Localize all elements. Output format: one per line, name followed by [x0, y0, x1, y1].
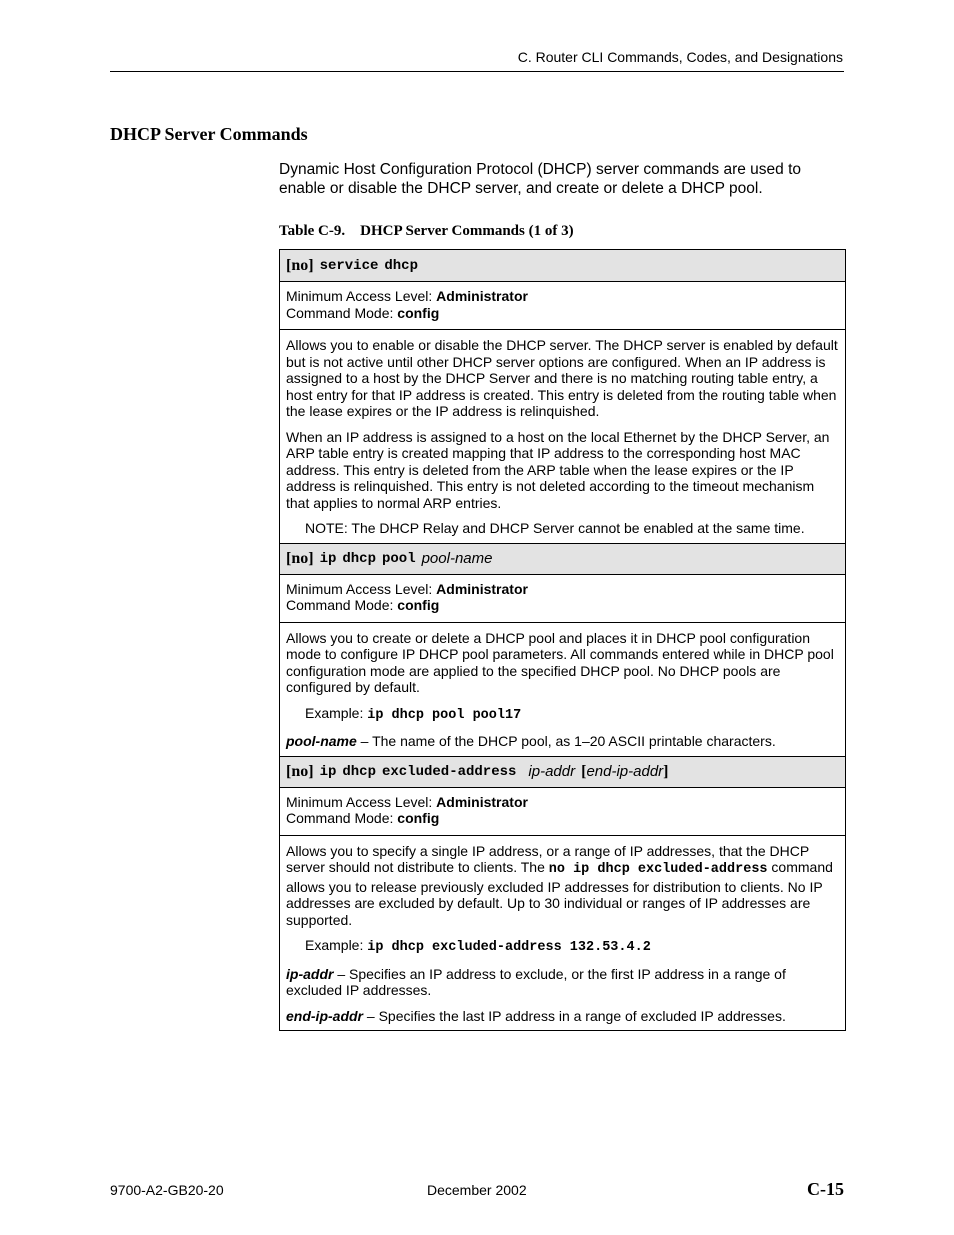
table-caption-number: Table C-9. [279, 223, 346, 239]
command-mode-line [286, 305, 839, 322]
parameter-text: – Specifies an IP address to exclude, or the first IP address in a range of excluded IP addresses. [286, 965, 786, 998]
cmd-keyword: ip [319, 550, 337, 567]
parameter-name: end-ip-addr [286, 1007, 363, 1024]
cmd-keyword: dhcp [384, 257, 418, 274]
access-level-value: Administrator [436, 793, 528, 810]
cmd-keyword: pool [381, 550, 416, 567]
access-level-value: Administrator [436, 288, 528, 304]
note: NOTE: The DHCP Relay and DHCP Server cannot be enabled at the same time. [305, 520, 805, 536]
access-row [280, 787, 845, 835]
access-row [280, 281, 845, 329]
description-paragraph [286, 843, 839, 929]
parameter-text: – The name of the DHCP pool, as 1–20 ASCII printable characters. [356, 733, 776, 749]
header-rule [110, 71, 844, 72]
description-row [280, 622, 845, 756]
running-header: C. Router CLI Commands, Codes, and Designations [517, 49, 843, 65]
no-prefix: [no] [286, 549, 314, 567]
access-row [280, 574, 845, 622]
table-caption-title: DHCP Server Commands (1 of 3) [360, 223, 574, 239]
command-mode-value: config [397, 304, 440, 321]
parameter-name: ip-addr [286, 965, 334, 982]
intro-paragraph: Dynamic Host Configuration Protocol (DHCP) server commands are used to enable or disable the DHCP server, and create or delete a DHCP pool. [279, 161, 802, 197]
no-prefix: [no] [286, 256, 314, 274]
footer-doc-id: 9700-A2-GB20-20 [110, 1182, 224, 1198]
access-level-line [286, 794, 839, 811]
parameter-text: – Specifies the last IP address in a range of excluded IP addresses. [363, 1007, 786, 1024]
access-label: Minimum Access Level: [286, 288, 437, 304]
footer-date: December 2002 [427, 1182, 527, 1198]
mode-label: Command Mode: [286, 304, 398, 321]
example-line [286, 705, 839, 725]
description-paragraph: Allows you to enable or disable the DHCP server. The DHCP server is enabled by default but is not active until other DHCP server options are configured. When an IP address is assigned to a host by the DHCP Server and there is no matching routing table entry, a host entry for that IP address is created. This entry is deleted from the routing table when the lease expires or the IP address is relinquished. [286, 337, 838, 419]
table-caption [279, 223, 574, 240]
page-number: C-15 [807, 1179, 844, 1199]
access-level-value: Administrator [436, 580, 528, 597]
parameter-description [286, 733, 839, 750]
cmd-keyword: service [319, 257, 379, 274]
example-line [286, 937, 839, 957]
command-mode-line [286, 597, 839, 614]
cmd-keyword: dhcp [342, 550, 376, 567]
cmd-keyword: excluded-address [381, 763, 517, 780]
mode-label: Command Mode: [286, 810, 398, 826]
no-prefix: [no] [286, 762, 314, 780]
description-text: command allows you to release previously excluded IP addresses for distribution to clients. No IP addresses are excluded by default. Up to 30 individual or ranges of IP addresses are supported. [286, 859, 833, 928]
section-title: DHCP Server Commands [110, 124, 308, 144]
mode-label: Command Mode: [286, 597, 398, 613]
command-row-ip-dhcp-pool [280, 543, 845, 574]
cmd-keyword: ip [319, 763, 337, 780]
parameter-name: pool-name [286, 733, 357, 749]
cmd-argument: end-ip-addr [586, 763, 664, 780]
command-row-ip-dhcp-excluded-address [280, 756, 845, 787]
example-code: ip dhcp pool pool17 [367, 707, 522, 723]
cmd-argument: pool-name [421, 550, 493, 567]
example-label: Example: [305, 704, 368, 721]
example-label: Example: [305, 937, 368, 953]
command-mode-value: config [397, 810, 440, 826]
commands-table [279, 249, 846, 1031]
example-code: ip dhcp excluded-address 132.53.4.2 [367, 940, 651, 955]
description-row [280, 329, 845, 543]
parameter-description [286, 966, 839, 999]
description-paragraph: When an IP address is assigned to a host on the local Ethernet by the DHCP Server, an ARP table entry is created mapping that IP address to the corresponding host MAC address. This entry is deleted from the ARP table when the lease expires or the IP address is relinquished. This entry is not deleted according to the timeout mechanism that applies to normal ARP entries. [286, 428, 830, 511]
inline-code: no ip dhcp excluded-address [548, 862, 768, 877]
access-level-line [286, 288, 839, 305]
cmd-argument: ip-addr [528, 763, 576, 780]
command-mode-line [286, 810, 839, 827]
access-label: Minimum Access Level: [286, 793, 437, 810]
command-mode-value: config [397, 597, 440, 613]
cmd-keyword: dhcp [342, 763, 376, 780]
description-row [280, 835, 845, 1031]
optional-open-bracket: [ [581, 762, 587, 780]
access-label: Minimum Access Level: [286, 580, 437, 597]
description-text: Allows you to specify a single IP address, or a range of IP addresses, that the DHCP server should not distribute to clients. The [286, 842, 809, 875]
optional-close-bracket: ] [663, 762, 669, 780]
command-row-service-dhcp [280, 250, 845, 281]
parameter-description [286, 1008, 839, 1025]
access-level-line [286, 581, 839, 598]
description-paragraph: Allows you to create or delete a DHCP pool and places it in DHCP pool configuration mode to configure IP DHCP pool parameters. All commands entered while in DHCP pool configuration mode are applied to the specified DHCP pool. No DHCP pools are configured by default. [286, 629, 834, 695]
